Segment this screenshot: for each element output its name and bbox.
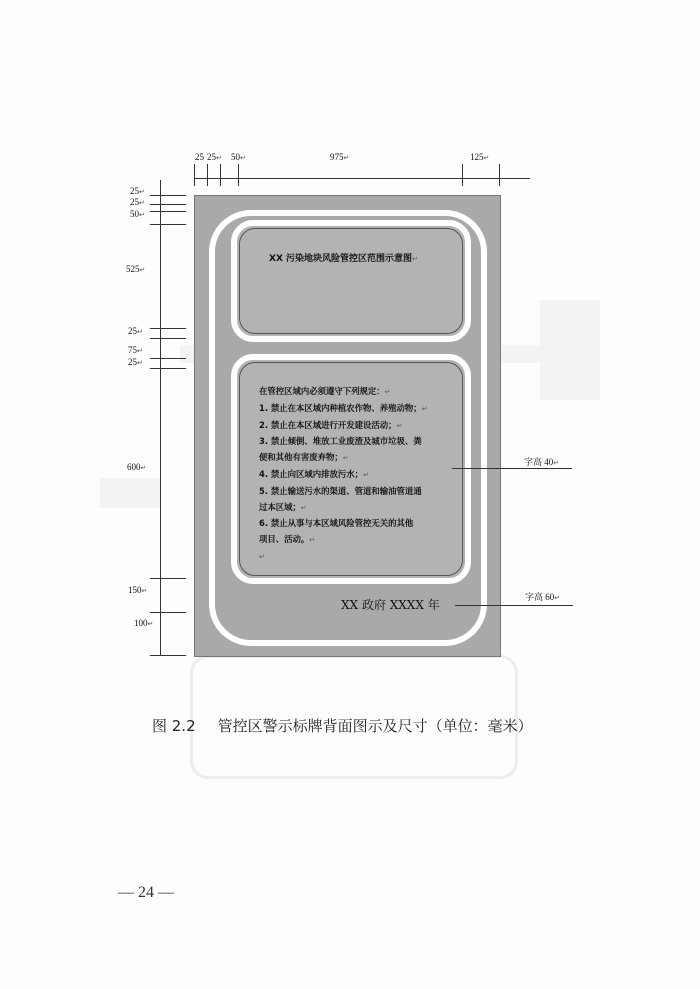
top-dimension-label: 50↵ — [231, 152, 246, 162]
rules-font-height-leader — [452, 468, 572, 469]
sign-title-text: XX 污染地块风险管控区范围示意图↵ — [269, 254, 418, 264]
rules-font-height-note: 字高 40↵ — [524, 457, 560, 467]
left-dimension-label: 150↵ — [128, 585, 148, 595]
left-dimension-label: 25↵ — [128, 326, 143, 336]
left-dimension-label: 525↵ — [126, 264, 146, 274]
left-dimension-tick — [150, 211, 186, 212]
top-dimension-line — [194, 178, 530, 179]
rule-line: 1. 禁止在本区域内种植农作物、养殖动物；↵ — [259, 402, 428, 413]
rule-line: 过本区域；↵ — [259, 501, 307, 512]
rule-line: 在管控区域内必须遵守下列规定：↵ — [259, 386, 391, 396]
rule-line: 4. 禁止向区域内排放污水；↵ — [259, 468, 369, 479]
sign-footer-text: XX 政府 XXXX 年 — [341, 598, 440, 612]
footer-font-height-leader — [455, 605, 573, 606]
left-dimension-label: 50↵ — [130, 209, 145, 219]
top-dimension-tick — [499, 164, 500, 186]
rule-line: ↵ — [259, 552, 265, 561]
left-dimension-tick — [150, 612, 186, 613]
rule-line: 6. 禁止从事与本区域风险管控无关的其他 — [259, 518, 414, 529]
sign-title-panel — [231, 220, 471, 342]
top-dimension-tick — [462, 164, 463, 186]
left-dimension-label: 25↵ — [130, 186, 145, 196]
rule-line: 便和其他有害废弃物；↵ — [259, 452, 349, 463]
rule-line: 5. 禁止输送污水的渠道、管道和输油管道通 — [259, 485, 422, 496]
left-dimension-label: 25↵ — [130, 197, 145, 207]
top-dimension-label: 125↵ — [470, 152, 490, 162]
top-dimension-label: 25↵ — [207, 152, 222, 162]
top-dimension-label: 975↵ — [330, 152, 350, 162]
left-dimension-label: 75↵ — [128, 345, 143, 355]
left-dimension-tick — [150, 368, 186, 369]
top-dimension-tick — [220, 164, 221, 186]
top-dimension-label: 25 — [195, 152, 204, 162]
top-dimension-tick — [238, 164, 239, 186]
rule-line: 3. 禁止倾倒、堆放工业废渣及城市垃圾、粪 — [259, 436, 422, 447]
left-dimension-tick — [150, 224, 186, 225]
left-dimension-tick — [150, 195, 186, 196]
bleed-through-mark — [540, 300, 600, 400]
left-dimension-tick — [150, 358, 186, 359]
top-dimension-tick — [194, 164, 195, 186]
rule-line: 2. 禁止在本区域进行开发建设活动；↵ — [259, 419, 403, 430]
left-dimension-label: 100↵ — [134, 618, 154, 628]
figure-caption — [152, 715, 533, 736]
title-panel-border — [239, 228, 463, 334]
bleed-through-mark — [100, 478, 160, 508]
warning-sign-board — [194, 195, 501, 657]
left-dimension-tick — [150, 204, 186, 205]
left-dimension-tick — [150, 578, 186, 579]
left-dimension-label: 600↵ — [127, 462, 147, 472]
figure-number: 图 2.2 — [152, 717, 196, 735]
footer-font-height-note: 字高 60↵ — [525, 592, 561, 602]
page-number: — 24 — — [118, 884, 174, 901]
figure-caption-text: 管控区警示标牌背面图示及尺寸（单位：毫米） — [217, 717, 533, 735]
left-dimension-tick — [150, 328, 186, 329]
left-dimension-tick — [150, 338, 186, 339]
top-dimension-tick — [207, 164, 208, 186]
rule-line: 项目、活动。↵ — [259, 534, 316, 545]
left-dimension-label: 25↵ — [128, 357, 143, 367]
left-dimension-line — [160, 180, 161, 655]
left-dimension-tick — [150, 655, 186, 656]
sign-rules-list — [259, 384, 459, 566]
